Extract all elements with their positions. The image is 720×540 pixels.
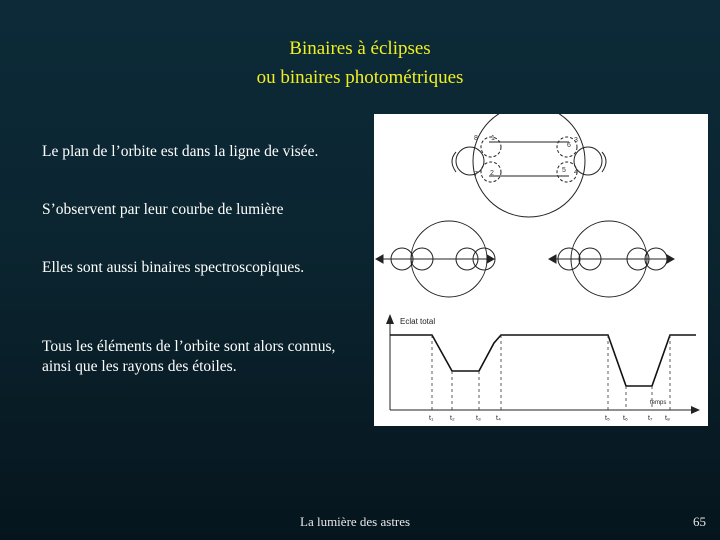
y-axis-label: Eclat total bbox=[400, 317, 436, 326]
orbit-side-view-left bbox=[376, 221, 495, 297]
title-line-2: ou binaires photométriques bbox=[256, 67, 464, 88]
orbit-number: 8 bbox=[474, 135, 478, 142]
orbit-number: 6 bbox=[567, 142, 571, 149]
x-axis-label: temps bbox=[650, 400, 667, 406]
time-labels bbox=[429, 415, 670, 422]
bullet-orbit-plane: Le plan de l’orbite est dans la ligne de visée. bbox=[42, 143, 319, 160]
page-number: 65 bbox=[693, 514, 706, 529]
time-label: t₆ bbox=[623, 415, 628, 422]
orbit-top-view bbox=[452, 114, 606, 217]
orbit-number: 3 bbox=[574, 137, 578, 144]
orbit-number: 7 bbox=[474, 171, 478, 178]
title-line-1: Binaires à éclipses bbox=[289, 38, 431, 59]
bullet-light-curve: S’observent par leur courbe de lumière bbox=[42, 201, 284, 218]
light-curve-axes bbox=[390, 320, 696, 410]
orbit-number: 1 bbox=[491, 135, 495, 142]
bullet-spectroscopic: Elles sont aussi binaires spectroscopiques. bbox=[42, 259, 305, 276]
bullet-orbit-elements: Tous les éléments de l’orbite sont alors connus, ainsi que les rayons des étoiles. bbox=[42, 338, 336, 375]
footer-title: La lumière des astres bbox=[300, 514, 411, 529]
time-label: t₇ bbox=[648, 415, 653, 422]
axis-arrows bbox=[386, 314, 700, 414]
time-label: t₂ bbox=[450, 415, 455, 422]
light-curve bbox=[390, 335, 696, 386]
time-label: t₄ bbox=[496, 415, 501, 422]
time-label: t₃ bbox=[476, 415, 481, 422]
time-label: t₁ bbox=[429, 415, 434, 422]
orbit-number: 4 bbox=[574, 169, 578, 176]
time-label: t₈ bbox=[665, 415, 670, 422]
slide-title bbox=[0, 34, 720, 92]
orbit-number: 2 bbox=[490, 170, 494, 177]
orbit-side-view-right bbox=[549, 221, 674, 297]
contact-lines bbox=[432, 335, 670, 410]
orbit-number: 5 bbox=[562, 167, 566, 174]
eclipsing-binary-figure bbox=[374, 114, 708, 426]
time-label: t₅ bbox=[605, 415, 610, 422]
